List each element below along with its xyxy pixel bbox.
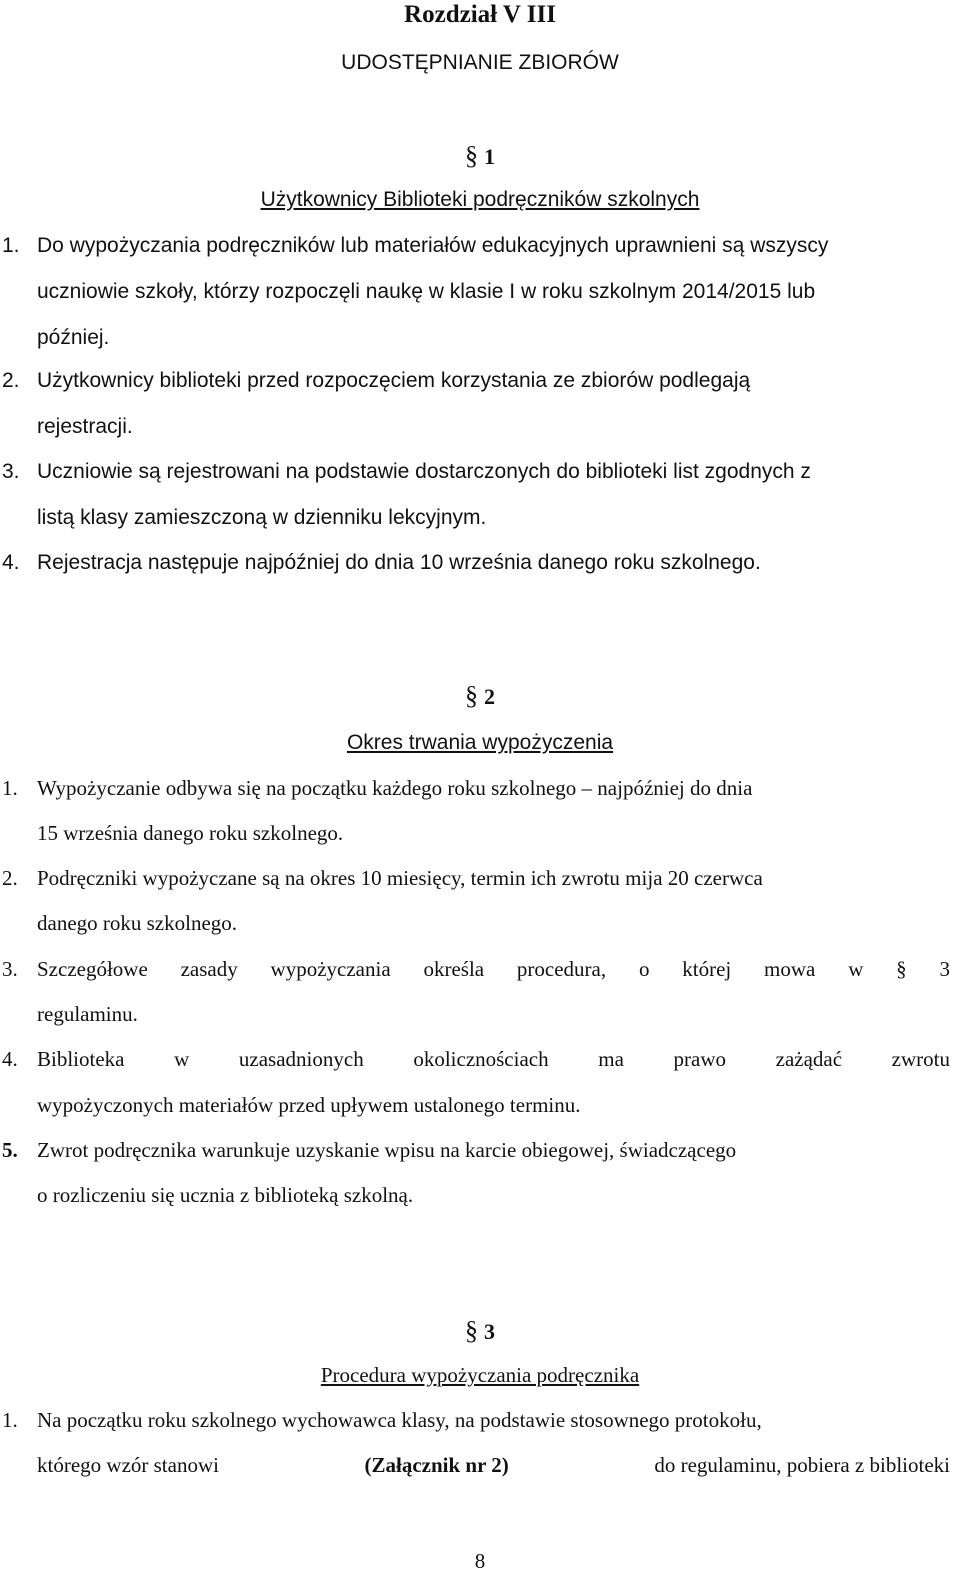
s1-item-4-line-1: Rejestracja następuje najpóźniej do dnia 10 września danego roku szkolnego.	[37, 551, 761, 574]
s1-item-3-line-1: Uczniowie są rejestrowani na podstawie dostarczonych do biblioteki list zgodnych z	[37, 460, 811, 483]
s3-item-1-line-2	[37, 1452, 950, 1478]
s2-item-4-line-2: wypożyczonych materiałów przed upływem ustalonego terminu.	[37, 1093, 581, 1117]
section-3-number: § 3	[465, 1316, 495, 1345]
s2-item-4-num: 4.	[2, 1047, 18, 1071]
chapter-subtitle: UDOSTĘPNIANIE ZBIORÓW	[341, 51, 619, 74]
s2-item-2-line-2: danego roku szkolnego.	[37, 911, 238, 935]
s2-item-5-line-2: o rozliczeniu się ucznia z biblioteką szkolną.	[37, 1183, 414, 1207]
s2-item-2-line-1: Podręczniki wypożyczane są na okres 10 miesięcy, termin ich zwrotu mija 20 czerwca	[37, 866, 763, 890]
s2-item-4-line-1: Biblioteka w uzasadnionych okolicznościach ma prawo zażądać zwrotu	[37, 1047, 950, 1071]
s1-item-2-line-1: Użytkownicy biblioteki przed rozpoczęciem korzystania ze zbiorów podlegają	[37, 369, 751, 392]
attachment-reference: (Załącznik nr 2)	[364, 1453, 509, 1477]
section-sign-icon: §	[465, 1316, 478, 1345]
s2-item-3-line-1: Szczegółowe zasady wypożyczania określa procedura, o której mowa w § 3	[37, 957, 950, 981]
section-1-number: § 1	[465, 141, 495, 170]
section-sign-icon: §	[465, 681, 478, 710]
s2-item-2-num: 2.	[2, 866, 18, 890]
chapter-title: Rozdział V III	[404, 1, 556, 28]
s2-item-5-line-1: Zwrot podręcznika warunkuje uzyskanie wpisu na karcie obiegowej, świadczącego	[37, 1138, 737, 1162]
s3-item-1-num: 1.	[2, 1408, 18, 1432]
s1-item-2-line-2: rejestracji.	[37, 415, 133, 438]
s1-item-1-line-1: Do wypożyczania podręczników lub materiałów edukacyjnych uprawnieni są wszyscy	[37, 234, 829, 257]
s1-item-3-line-2: listą klasy zamieszczoną w dzienniku lekcyjnym.	[37, 506, 487, 529]
s1-item-2-num: 2.	[2, 369, 20, 392]
s1-item-4-num: 4.	[2, 551, 20, 574]
section-3-heading: Procedura wypożyczania podręcznika	[320, 1363, 640, 1387]
section-2-heading: Okres trwania wypożyczenia	[346, 731, 614, 754]
s2-item-3-line-2: regulaminu.	[37, 1002, 138, 1026]
s2-item-3-num: 3.	[2, 957, 18, 981]
s2-item-1-line-1: Wypożyczanie odbywa się na początku każdego roku szkolnego – najpóźniej do dnia	[37, 776, 753, 800]
s2-item-5-num: 5.	[2, 1138, 18, 1162]
s2-item-1-line-2: 15 września danego roku szkolnego.	[37, 821, 344, 845]
s1-item-3-num: 3.	[2, 460, 20, 483]
s1-item-1-line-2: uczniowie szkoły, którzy rozpoczęli naukę w klasie I w roku szkolnym 2014/2015 lub	[37, 280, 816, 303]
section-sign-icon: §	[465, 141, 478, 170]
s1-item-1-line-3: później.	[37, 326, 110, 349]
s1-item-1-num: 1.	[2, 234, 20, 257]
s3-item-1-line-2-part-1: którego wzór stanowi	[37, 1453, 219, 1477]
page-number: 8	[474, 1549, 486, 1573]
s3-item-1-line-2-part-3: do regulaminu, pobiera z biblioteki	[654, 1453, 950, 1477]
section-1-heading: Użytkownicy Biblioteki podręczników szkolnych	[260, 188, 700, 211]
s2-item-1-num: 1.	[2, 776, 18, 800]
section-2-number: § 2	[465, 681, 495, 710]
s3-item-1-line-1: Na początku roku szkolnego wychowawca klasy, na podstawie stosownego protokołu,	[37, 1408, 762, 1432]
